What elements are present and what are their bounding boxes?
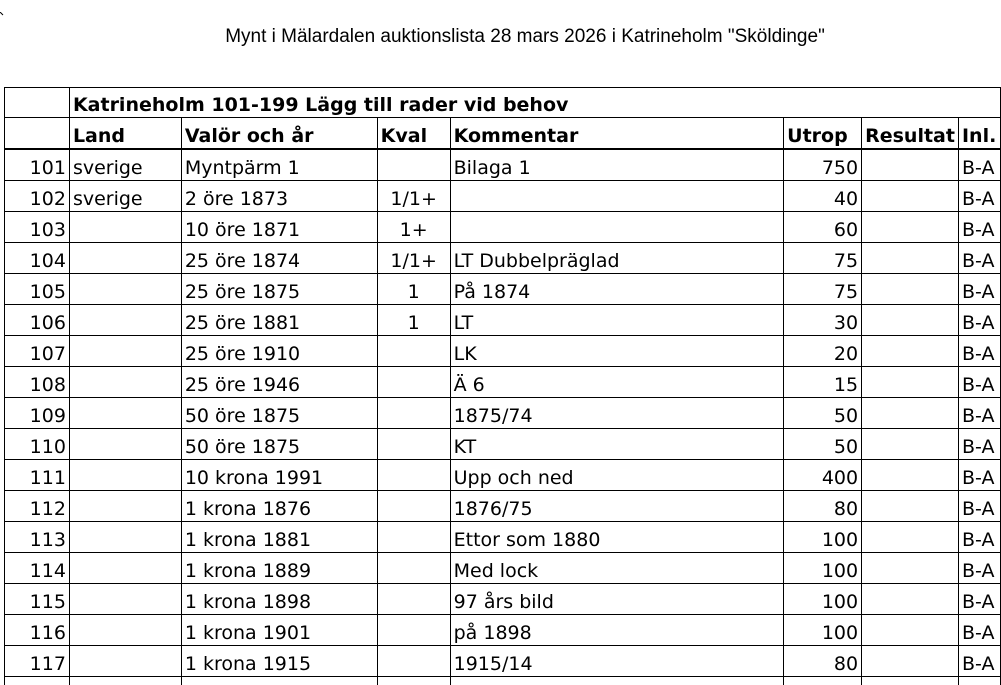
header-resultat: Resultat bbox=[862, 118, 959, 150]
utrop-cell: 400 bbox=[784, 460, 862, 491]
lot-number-cell: 105 bbox=[5, 274, 70, 305]
partial-cell bbox=[181, 677, 377, 685]
valor-cell: 50 öre 1875 bbox=[181, 398, 377, 429]
resultat-cell bbox=[862, 522, 959, 553]
kval-cell: 1/1+ bbox=[377, 243, 450, 274]
resultat-cell bbox=[862, 149, 959, 181]
kval-cell bbox=[377, 336, 450, 367]
land-cell bbox=[69, 522, 181, 553]
valor-cell: 1 krona 1881 bbox=[181, 522, 377, 553]
inl-cell: B-A bbox=[958, 367, 1000, 398]
inl-cell: B-A bbox=[958, 584, 1000, 615]
land-cell bbox=[69, 553, 181, 584]
kommentar-cell: LT bbox=[450, 305, 784, 336]
auction-table bbox=[4, 87, 1001, 685]
partial-cell bbox=[5, 677, 70, 685]
inl-cell: B-A bbox=[958, 646, 1000, 677]
kval-cell bbox=[377, 398, 450, 429]
kommentar-cell: 1875/74 bbox=[450, 398, 784, 429]
utrop-cell: 60 bbox=[784, 212, 862, 243]
kval-cell: 1 bbox=[377, 305, 450, 336]
header-kommentar: Kommentar bbox=[450, 118, 784, 150]
land-cell bbox=[69, 398, 181, 429]
header-utrop: Utrop bbox=[784, 118, 862, 150]
kval-cell bbox=[377, 584, 450, 615]
resultat-cell bbox=[862, 646, 959, 677]
kommentar-cell: LK bbox=[450, 336, 784, 367]
lot-number-cell: 111 bbox=[5, 460, 70, 491]
kval-cell bbox=[377, 460, 450, 491]
table-row bbox=[5, 584, 1001, 615]
valor-cell: Myntpärm 1 bbox=[181, 149, 377, 181]
resultat-cell bbox=[862, 181, 959, 212]
valor-cell: 25 öre 1874 bbox=[181, 243, 377, 274]
land-cell: sverige bbox=[69, 149, 181, 181]
lot-number-cell: 109 bbox=[5, 398, 70, 429]
lot-number-cell: 112 bbox=[5, 491, 70, 522]
kval-cell bbox=[377, 367, 450, 398]
valor-cell: 1 krona 1889 bbox=[181, 553, 377, 584]
lot-number-cell: 103 bbox=[5, 212, 70, 243]
utrop-cell: 80 bbox=[784, 646, 862, 677]
table-row bbox=[5, 460, 1001, 491]
valor-cell: 50 öre 1875 bbox=[181, 429, 377, 460]
land-cell bbox=[69, 646, 181, 677]
inl-cell: B-A bbox=[958, 522, 1000, 553]
land-cell bbox=[69, 460, 181, 491]
section-row bbox=[5, 88, 1001, 118]
land-cell bbox=[69, 584, 181, 615]
lot-number-cell: 117 bbox=[5, 646, 70, 677]
section-title: Katrineholm 101-199 Lägg till rader vid behov bbox=[69, 88, 1000, 118]
valor-cell: 2 öre 1873 bbox=[181, 181, 377, 212]
valor-cell: 1 krona 1901 bbox=[181, 615, 377, 646]
utrop-cell: 80 bbox=[784, 491, 862, 522]
resultat-cell bbox=[862, 615, 959, 646]
utrop-cell: 75 bbox=[784, 243, 862, 274]
lot-number-cell: 116 bbox=[5, 615, 70, 646]
header-kval: Kval bbox=[377, 118, 450, 150]
land-cell: sverige bbox=[69, 181, 181, 212]
kval-cell bbox=[377, 429, 450, 460]
lot-number-cell: 102 bbox=[5, 181, 70, 212]
valor-cell: 1 krona 1876 bbox=[181, 491, 377, 522]
inl-cell: B-A bbox=[958, 181, 1000, 212]
kval-cell bbox=[377, 149, 450, 181]
kval-cell: 1+ bbox=[377, 212, 450, 243]
land-cell bbox=[69, 491, 181, 522]
land-cell bbox=[69, 367, 181, 398]
inl-cell: B-A bbox=[958, 305, 1000, 336]
kval-cell bbox=[377, 646, 450, 677]
resultat-cell bbox=[862, 398, 959, 429]
valor-cell: 1 krona 1915 bbox=[181, 646, 377, 677]
partial-cell bbox=[69, 677, 181, 685]
lot-number-cell: 114 bbox=[5, 553, 70, 584]
partial-cell bbox=[862, 677, 959, 685]
utrop-cell: 15 bbox=[784, 367, 862, 398]
partial-row bbox=[5, 677, 1001, 685]
inl-cell: B-A bbox=[958, 615, 1000, 646]
resultat-cell bbox=[862, 212, 959, 243]
valor-cell: 10 öre 1871 bbox=[181, 212, 377, 243]
table-row bbox=[5, 243, 1001, 274]
lot-number-cell: 108 bbox=[5, 367, 70, 398]
utrop-cell: 100 bbox=[784, 615, 862, 646]
lot-number-cell: 106 bbox=[5, 305, 70, 336]
table-row bbox=[5, 149, 1001, 181]
kval-cell bbox=[377, 553, 450, 584]
resultat-cell bbox=[862, 274, 959, 305]
resultat-cell bbox=[862, 460, 959, 491]
resultat-cell bbox=[862, 367, 959, 398]
resultat-cell bbox=[862, 305, 959, 336]
header-valor: Valör och år bbox=[181, 118, 377, 150]
kommentar-cell: 1876/75 bbox=[450, 491, 784, 522]
resultat-cell bbox=[862, 584, 959, 615]
header-nr bbox=[5, 118, 70, 150]
lot-number-cell: 113 bbox=[5, 522, 70, 553]
kommentar-cell: På 1874 bbox=[450, 274, 784, 305]
land-cell bbox=[69, 243, 181, 274]
section-blank-cell bbox=[5, 88, 70, 118]
table-row bbox=[5, 615, 1001, 646]
kommentar-cell: 97 års bild bbox=[450, 584, 784, 615]
kval-cell bbox=[377, 522, 450, 553]
utrop-cell: 50 bbox=[784, 398, 862, 429]
partial-cell bbox=[450, 677, 784, 685]
inl-cell: B-A bbox=[958, 243, 1000, 274]
inl-cell: B-A bbox=[958, 336, 1000, 367]
land-cell bbox=[69, 305, 181, 336]
kommentar-cell: Ä 6 bbox=[450, 367, 784, 398]
inl-cell: B-A bbox=[958, 398, 1000, 429]
kommentar-cell: på 1898 bbox=[450, 615, 784, 646]
utrop-cell: 100 bbox=[784, 522, 862, 553]
table-row bbox=[5, 274, 1001, 305]
land-cell bbox=[69, 615, 181, 646]
kommentar-cell: Upp och ned bbox=[450, 460, 784, 491]
kommentar-cell: Ettor som 1880 bbox=[450, 522, 784, 553]
table-row bbox=[5, 305, 1001, 336]
land-cell bbox=[69, 274, 181, 305]
table-row bbox=[5, 181, 1001, 212]
kommentar-cell: Med lock bbox=[450, 553, 784, 584]
kommentar-cell: 1915/14 bbox=[450, 646, 784, 677]
inl-cell: B-A bbox=[958, 553, 1000, 584]
resultat-cell bbox=[862, 243, 959, 274]
valor-cell: 25 öre 1875 bbox=[181, 274, 377, 305]
kommentar-cell bbox=[450, 212, 784, 243]
table-row bbox=[5, 491, 1001, 522]
table-row bbox=[5, 553, 1001, 584]
table-row bbox=[5, 336, 1001, 367]
table-row bbox=[5, 367, 1001, 398]
valor-cell: 1 krona 1898 bbox=[181, 584, 377, 615]
partial-cell bbox=[377, 677, 450, 685]
kval-cell bbox=[377, 491, 450, 522]
kommentar-cell bbox=[450, 181, 784, 212]
valor-cell: 25 öre 1910 bbox=[181, 336, 377, 367]
utrop-cell: 20 bbox=[784, 336, 862, 367]
table-row bbox=[5, 212, 1001, 243]
inl-cell: B-A bbox=[958, 460, 1000, 491]
utrop-cell: 75 bbox=[784, 274, 862, 305]
resultat-cell bbox=[862, 553, 959, 584]
valor-cell: 10 krona 1991 bbox=[181, 460, 377, 491]
lot-number-cell: 101 bbox=[5, 149, 70, 181]
kommentar-cell: LT Dubbelpräglad bbox=[450, 243, 784, 274]
land-cell bbox=[69, 429, 181, 460]
table-row bbox=[5, 522, 1001, 553]
lot-number-cell: 115 bbox=[5, 584, 70, 615]
table-row bbox=[5, 398, 1001, 429]
inl-cell: B-A bbox=[958, 429, 1000, 460]
utrop-cell: 40 bbox=[784, 181, 862, 212]
header-inl: Inl. bbox=[958, 118, 1000, 150]
lot-number-cell: 104 bbox=[5, 243, 70, 274]
table-row bbox=[5, 429, 1001, 460]
kval-cell: 1/1+ bbox=[377, 181, 450, 212]
table-row bbox=[5, 646, 1001, 677]
lot-number-cell: 107 bbox=[5, 336, 70, 367]
kommentar-cell: Bilaga 1 bbox=[450, 149, 784, 181]
inl-cell: B-A bbox=[958, 274, 1000, 305]
land-cell bbox=[69, 336, 181, 367]
inl-cell: B-A bbox=[958, 149, 1000, 181]
utrop-cell: 50 bbox=[784, 429, 862, 460]
utrop-cell: 100 bbox=[784, 553, 862, 584]
inl-cell: B-A bbox=[958, 491, 1000, 522]
utrop-cell: 750 bbox=[784, 149, 862, 181]
valor-cell: 25 öre 1946 bbox=[181, 367, 377, 398]
kval-cell: 1 bbox=[377, 274, 450, 305]
partial-cell bbox=[958, 677, 1000, 685]
resultat-cell bbox=[862, 336, 959, 367]
valor-cell: 25 öre 1881 bbox=[181, 305, 377, 336]
land-cell bbox=[69, 212, 181, 243]
page-title: Mynt i Mälardalen auktionslista 28 mars 2026 i Katrineholm "Sköldinge" bbox=[225, 26, 825, 47]
header-row bbox=[5, 118, 1001, 150]
lot-number-cell: 110 bbox=[5, 429, 70, 460]
utrop-cell: 30 bbox=[784, 305, 862, 336]
resultat-cell bbox=[862, 491, 959, 522]
inl-cell: B-A bbox=[958, 212, 1000, 243]
resultat-cell bbox=[862, 429, 959, 460]
kval-cell bbox=[377, 615, 450, 646]
utrop-cell: 100 bbox=[784, 584, 862, 615]
cursor-mark bbox=[0, 12, 4, 16]
partial-cell bbox=[784, 677, 862, 685]
header-land: Land bbox=[69, 118, 181, 150]
kommentar-cell: KT bbox=[450, 429, 784, 460]
